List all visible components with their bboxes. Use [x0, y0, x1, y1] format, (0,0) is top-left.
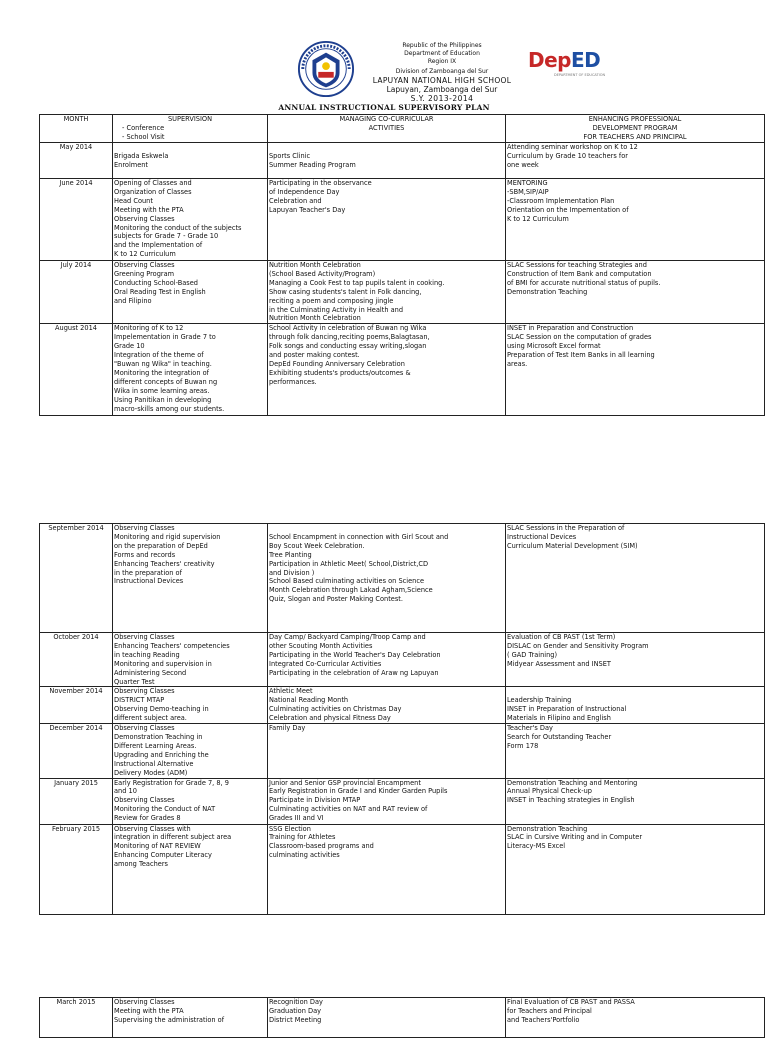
supervision-line: Enhancing Computer Literacy — [114, 851, 212, 860]
cocurricular-line: Tree Planting — [269, 550, 312, 559]
professional-cell — [506, 824, 765, 914]
supervision-line: in the preparation of — [114, 568, 182, 577]
supervision-cell — [113, 724, 268, 778]
cocurricular-line: Training for Athletes — [269, 833, 336, 842]
supervision-line: on the preparation of DepEd — [114, 541, 208, 550]
professional-line: and Teachers'Portfolio — [507, 1015, 580, 1024]
cocurricular-line: Junior and Senior GSP provincial Encampment — [269, 778, 421, 787]
cocurricular-line: School Based culminating activities on Science — [269, 577, 425, 586]
cocurricular-line: Nutrition Month Celebration — [269, 261, 361, 269]
cocurricular-line: Boy Scout Week Celebration. — [269, 541, 365, 550]
month-cell: November 2014 — [40, 687, 113, 724]
professional-line: SLAC Session on the computation of grades — [507, 333, 652, 342]
professional-line: for Teachers and Principal — [507, 1006, 592, 1015]
professional-line: -SBM,SIP/AIP — [507, 187, 549, 196]
cocurricular-line: Show casing students's talent in Folk dancing, — [269, 287, 422, 296]
supervision-cell — [113, 324, 268, 416]
supervision-cell — [113, 998, 268, 1038]
professional-cell — [506, 179, 765, 261]
professional-line: SLAC in Cursive Writing and in Computer — [507, 833, 643, 842]
table-row — [40, 724, 765, 778]
month-cell: October 2014 — [40, 633, 113, 687]
cocurricular-line: Celebration and physical Fitness Day — [269, 714, 391, 723]
table-row — [40, 778, 765, 824]
header-division: Division of Zamboanga del Sur — [395, 68, 489, 75]
document-header — [0, 0, 768, 114]
cocurricular-line: and Division ) — [269, 568, 315, 577]
header-region: Region IX — [427, 58, 457, 65]
professional-line: Demonstration Teaching and Mentoring — [507, 778, 638, 787]
professional-cell — [506, 143, 765, 179]
supervision-line: Forms and records — [114, 550, 176, 559]
supervision-line: Observing Classes — [114, 214, 175, 223]
supervision-line: Impelementation in Grade 7 to — [114, 333, 216, 342]
cocurricular-line: culminating activities — [269, 851, 340, 860]
supervision-line: Observing Classes — [114, 998, 175, 1006]
cocurricular-line: Participating in the World Teacher's Day Celebration — [269, 650, 441, 659]
deped-logo-text: DepED — [528, 48, 601, 72]
supervision-line: Observing Classes — [114, 633, 175, 641]
supervision-line: Observing Classes — [114, 724, 175, 733]
supervision-line: Review for Grades 8 — [114, 814, 181, 823]
column-header-supervision: SUPERVISION - Conference - School Visit — [113, 115, 268, 143]
supervision-line: DISTRICT MTAP — [114, 696, 165, 705]
professional-cell — [506, 261, 765, 324]
supervision-line: and 10 — [114, 787, 137, 796]
cocurricular-cell — [268, 778, 506, 824]
supervision-line: "Buwan ng Wika" in teaching. — [114, 359, 212, 368]
supervision-line: Monitoring of K to 12 — [114, 324, 184, 333]
cocurricular-line: Grades III and VI — [269, 814, 324, 823]
professional-line: K to 12 Curriculum — [507, 214, 569, 223]
table-row — [40, 824, 765, 914]
supervision-line: Observing Classes — [114, 524, 175, 532]
cocurricular-line: SSG Election — [269, 824, 311, 833]
professional-line: Midyear Assessment and INSET — [507, 659, 611, 668]
supervision-line: Quarter Test — [114, 677, 155, 686]
header-school-name: LAPUYAN NATIONAL HIGH SCHOOL — [372, 76, 512, 85]
table-row — [40, 687, 765, 724]
professional-line: of BMI for accurate nutritional status of pupils. — [507, 278, 661, 287]
deped-tagline: DEPARTMENT OF EDUCATION — [554, 73, 606, 77]
cocurricular-line: through folk dancing,reciting poems,Balagtasan, — [269, 333, 430, 342]
supervision-line: Different Learning Areas. — [114, 741, 197, 750]
professional-line: Leadership Training — [507, 696, 572, 705]
supervision-line: K to 12 Curriculum — [114, 250, 176, 259]
cocurricular-line: School Encampment in connection with Girl Scout and — [269, 532, 449, 541]
cocurricular-line: Family Day — [269, 724, 306, 733]
supervision-line: Demonstration Teaching in — [114, 732, 203, 741]
professional-cell — [506, 998, 765, 1038]
supervision-line: Delivery Modes (ADM) — [114, 768, 188, 777]
supervision-line: Wika in some learning areas. — [114, 386, 210, 395]
month-cell: March 2015 — [40, 998, 113, 1038]
cocurricular-line: Quiz, Slogan and Poster Making Contest. — [269, 595, 403, 604]
professional-line: Form 178 — [507, 741, 539, 750]
header-school-year: S.Y. 2013-2014 — [410, 94, 474, 103]
cocurricular-line: Culminating activities on NAT and RAT review of — [269, 805, 428, 814]
month-cell: September 2014 — [40, 524, 113, 633]
cocurricular-line: reciting a poem and composing jingle — [269, 296, 394, 305]
professional-line: Annual Physical Check-up — [507, 787, 592, 796]
cocurricular-cell — [268, 179, 506, 261]
cocurricular-line: Integrated Co-Curricular Activities — [269, 659, 382, 668]
supervision-line: Early Registration for Grade 7, 8, 9 — [114, 778, 229, 787]
table-row — [40, 324, 765, 416]
supervision-line: Monitoring the Conduct of NAT — [114, 805, 216, 814]
table-row — [40, 633, 765, 687]
supervision-line: Monitoring of NAT REVIEW — [114, 842, 201, 851]
cocurricular-cell — [268, 261, 506, 324]
plan-table-page-3 — [39, 997, 765, 1038]
professional-cell — [506, 778, 765, 824]
cocurricular-line: Nutrition Month Celebration — [269, 314, 361, 323]
cocurricular-line: Lapuyan Teacher's Day — [269, 205, 346, 214]
professional-line: areas. — [507, 359, 528, 368]
professional-line: Orientation on the Impementation of — [507, 205, 629, 214]
cocurricular-line: District Meeting — [269, 1015, 322, 1024]
supervision-line: subjects for Grade 7 - Grade 10 — [114, 232, 219, 241]
professional-line: one week — [507, 160, 539, 169]
professional-line: ( GAD Training) — [507, 650, 558, 659]
cocurricular-line: Participating in the celebration of Araw ng Lapuyan — [269, 668, 439, 677]
table-row — [40, 143, 765, 179]
professional-line: Curriculum Material Development (SIM) — [507, 541, 638, 550]
cocurricular-line: other Scouting Month Activities — [269, 641, 373, 650]
supervision-line: Enrolment — [114, 160, 149, 169]
supervision-line: Observing Classes — [114, 261, 175, 269]
professional-line: DISLAC on Gender and Sensitivity Program — [507, 641, 649, 650]
cocurricular-line: Culminating activities on Christmas Day — [269, 705, 402, 714]
professional-line: Demonstration Teaching — [507, 824, 588, 833]
supervision-line: Supervising the administration of — [114, 1015, 225, 1024]
professional-line — [507, 687, 763, 696]
month-cell: June 2014 — [40, 179, 113, 261]
cocurricular-cell — [268, 724, 506, 778]
cocurricular-line: (School Based Activity/Program) — [269, 269, 376, 278]
table-row — [40, 261, 765, 324]
supervision-line: Using Panitikan in developing — [114, 395, 212, 404]
supervision-line: Observing Classes — [114, 796, 175, 805]
cocurricular-line: DepEd Founding Anniversary Celebration — [269, 359, 405, 368]
plan-title: ANNUAL INSTRUCTIONAL SUPERVISORY PLAN — [278, 103, 490, 112]
supervision-line: different subject area. — [114, 714, 187, 723]
supervision-line: in teaching Reading — [114, 650, 180, 659]
cocurricular-line: Participating in the observance — [269, 179, 372, 187]
column-header-professional: ENHANCING PROFESSIONAL DEVELOPMENT PROGRAM FOR TEACHERS AND PRINCIPAL — [506, 115, 765, 143]
cocurricular-line: Month Celebration through Lakad Agham,Science — [269, 586, 433, 595]
month-cell: January 2015 — [40, 778, 113, 824]
professional-line: -Classroom Implementation Plan — [507, 196, 615, 205]
cocurricular-line: Celebration and — [269, 196, 322, 205]
month-cell: July 2014 — [40, 261, 113, 324]
supervision-line: Monitoring the conduct of the subjects — [114, 223, 242, 232]
cocurricular-cell — [268, 687, 506, 724]
professional-line: Teacher's Day — [507, 724, 553, 733]
professional-line: INSET in Preparation and Construction — [507, 324, 634, 333]
supervision-cell — [113, 633, 268, 687]
professional-line: SLAC Sessions in the Preparation of — [507, 524, 625, 532]
professional-line: Final Evaluation of CB PAST and PASSA — [507, 998, 635, 1006]
cocurricular-line: National Reading Month — [269, 696, 349, 705]
professional-line: Demonstration Teaching — [507, 287, 588, 296]
supervision-line: Monitoring and rigid supervision — [114, 532, 221, 541]
supervision-line: Oral Reading Test in English — [114, 287, 206, 296]
header-address: Lapuyan, Zamboanga del Sur — [386, 85, 498, 94]
professional-line: Materials in Filipino and English — [507, 714, 611, 723]
cocurricular-line: Athletic Meet — [269, 687, 313, 696]
cocurricular-line: of Independence Day — [269, 187, 340, 196]
cocurricular-line: Participate in Division MTAP — [269, 796, 361, 805]
cocurricular-line: Early Registration in Grade I and Kinder Garden Pupils — [269, 787, 448, 796]
cocurricular-cell — [268, 524, 506, 633]
cocurricular-line: Managing a Cook Fest to tap pupils talent in cooking. — [269, 278, 445, 287]
professional-line: Construction of Item Bank and computation — [507, 269, 652, 278]
cocurricular-line: Exhibiting students's products/outcomes & — [269, 368, 411, 377]
supervision-cell — [113, 179, 268, 261]
cocurricular-line: in the Culminating Activity in Health and — [269, 305, 404, 314]
supervision-line: Enhancing Teachers' competencies — [114, 641, 230, 650]
month-cell: May 2014 — [40, 143, 113, 179]
table-row — [40, 998, 765, 1038]
cocurricular-line: Classroom-based programs and — [269, 842, 374, 851]
supervision-line: Instructional Alternative — [114, 759, 194, 768]
supervision-cell — [113, 143, 268, 179]
professional-line: Curriculum by Grade 10 teachers for — [507, 151, 628, 160]
supervision-line — [114, 143, 266, 152]
professional-cell — [506, 524, 765, 633]
cocurricular-cell — [268, 998, 506, 1038]
table-header-row — [40, 115, 765, 143]
professional-line: INSET in Preparation of Instructional — [507, 705, 627, 714]
cocurricular-line: performances. — [269, 377, 317, 386]
supervision-line: Integration of the theme of — [114, 351, 204, 360]
supervision-line: Observing Classes with — [114, 824, 191, 833]
supervision-line: Enhancing Teachers' creativity — [114, 559, 215, 568]
table-row — [40, 179, 765, 261]
supervision-line: and the Implementation of — [114, 241, 203, 250]
supervision-line: Observing Demo-teaching in — [114, 705, 209, 714]
supervision-cell — [113, 261, 268, 324]
plan-table-page-1 — [39, 114, 765, 416]
supervision-line: different concepts of Buwan ng — [114, 377, 218, 386]
cocurricular-line: Graduation Day — [269, 1006, 322, 1015]
column-header-month: MONTH — [40, 115, 113, 143]
cocurricular-line: Folk songs and conducting essay writing,slogan — [269, 342, 427, 351]
supervision-line: Observing Classes — [114, 687, 175, 696]
plan-table-page-2 — [39, 523, 765, 915]
month-cell: February 2015 — [40, 824, 113, 914]
professional-line: Attending seminar workshop on K to 12 — [507, 143, 638, 151]
supervision-line: Head Count — [114, 196, 153, 205]
professional-line: MENTORING — [507, 179, 548, 187]
supervision-line: Grade 10 — [114, 342, 145, 351]
cocurricular-cell — [268, 824, 506, 914]
supervision-cell — [113, 778, 268, 824]
professional-line: Instructional Devices — [507, 532, 577, 541]
supervision-line: Greening Program — [114, 269, 175, 278]
cocurricular-cell — [268, 633, 506, 687]
supervision-line: and Filipino — [114, 296, 152, 305]
table-row — [40, 524, 765, 633]
supervision-line: Monitoring the integration of — [114, 368, 209, 377]
cocurricular-cell — [268, 324, 506, 416]
professional-cell — [506, 633, 765, 687]
cocurricular-line: Summer Reading Program — [269, 160, 356, 169]
professional-cell — [506, 324, 765, 416]
supervision-cell — [113, 524, 268, 633]
professional-line: using Microsoft Excel format — [507, 342, 601, 351]
professional-cell — [506, 687, 765, 724]
supervision-line: macro-skills among our students. — [114, 404, 225, 413]
cocurricular-line: Day Camp/ Backyard Camping/Troop Camp and — [269, 633, 426, 641]
professional-line: SLAC Sessions for teaching Strategies and — [507, 261, 647, 269]
professional-cell — [506, 724, 765, 778]
professional-line: Literacy-MS Excel — [507, 842, 566, 851]
supervision-line: Organization of Classes — [114, 187, 192, 196]
supervision-line: Monitoring and supervision in — [114, 659, 212, 668]
header-department: Department of Education — [404, 50, 480, 57]
supervision-line: Upgrading and Enriching the — [114, 750, 209, 759]
supervision-cell — [113, 687, 268, 724]
cocurricular-line: School Activity in celebration of Buwan ng Wika — [269, 324, 427, 333]
cocurricular-line: Recognition Day — [269, 998, 323, 1006]
cocurricular-line: Participation in Athletic Meet( School,District,CD — [269, 559, 429, 568]
supervision-line: Instructional Devices — [114, 577, 184, 586]
supervision-line: Meeting with the PTA — [114, 1006, 184, 1015]
month-cell: December 2014 — [40, 724, 113, 778]
cocurricular-line: Sports Clinic — [269, 151, 311, 160]
professional-line: Preparation of Test Item Banks in all learning — [507, 351, 655, 360]
professional-line: INSET in Teaching strategies in English — [507, 796, 635, 805]
supervision-line: Conducting School-Based — [114, 278, 198, 287]
header-republic: Republic of the Philippines — [402, 42, 482, 49]
supervision-line: integration in different subject area — [114, 833, 232, 842]
professional-line: Search for Outstanding Teacher — [507, 732, 612, 741]
supervision-line: among Teachers — [114, 860, 168, 869]
cocurricular-line: and poster making contest. — [269, 351, 360, 360]
professional-line: Evaluation of CB PAST (1st Term) — [507, 633, 616, 641]
cocurricular-cell — [268, 143, 506, 179]
column-header-cocurricular: MANAGING CO-CURRICULAR ACTIVITIES — [268, 115, 506, 143]
cocurricular-line — [269, 143, 504, 152]
supervision-cell — [113, 824, 268, 914]
supervision-line: Meeting with the PTA — [114, 205, 184, 214]
supervision-line: Opening of Classes and — [114, 179, 192, 187]
supervision-line: Administering Second — [114, 668, 187, 677]
month-cell: August 2014 — [40, 324, 113, 416]
cocurricular-line — [269, 524, 504, 533]
supervision-line: Brigada Eskwela — [114, 151, 169, 160]
